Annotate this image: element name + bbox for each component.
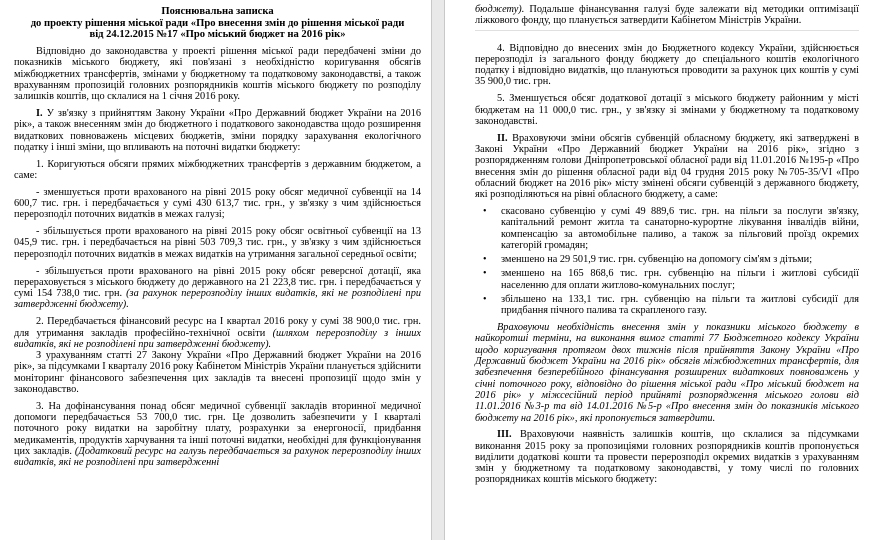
section-3-number: ІІІ. [497, 429, 512, 441]
item-4-paragraph: 4. Відповідно до внесених змін до Бюджетного кодексу України, здійснюється перерозподіл із загального фонду бюджету до спеціального коштів екологічного податку і відповідно видатків, що плануються проводити за рахунок цих коштів у сумі 35 900,0 тис. грн. [475, 42, 859, 88]
item-2-paragraph [14, 316, 421, 350]
reverse-dotation-text: - збільшується проти врахованого на рівні 2015 року обсяг реверсної дотації, яка перераховується з міського бюджету до державного на 21 223,8 тис. грн. і передбачається у сумі 154 738,0 тис. грн. [14, 265, 421, 300]
dash-item-medical: - зменшується проти врахованого на рівні 2015 року обсяг медичної субвенції на 14 600,7 тис. грн. і передбачається у сумі 430 613,7 тис. грн., у зв'язку з чим здійснюється перерозподіл поточних видатків в межах галузі; [14, 186, 421, 221]
document-title [14, 6, 421, 41]
page-divider [475, 30, 859, 31]
section-2-number: ІІ. [497, 132, 508, 144]
bullet-icon: • [483, 268, 487, 280]
intro-paragraph: Відповідно до законодавства у проекті рішення міської ради передбачені зміни до показників міського бюджету, які пов'язані з необхідністю коригування обсягів міжбюджетних трансфертів, змінами у бюджетному та податковому законодавстві, а також врахуванням пропозицій головних розпорядників коштів міського бюджету по розподілу залишків коштів, що склалися на 1 січня 2016 року. [14, 46, 421, 103]
section-1-number: І. [36, 107, 43, 119]
list-item-text: скасовано субвенцію у сумі 49 889,6 тис. грн. на пільги за послуги зв'язку, капітальний ремонт житла та санаторно-курортне лікування інвалідів війни, компенсацію за автомобільне паливо, а також за пільговий проїзд окремих категорій громадян; [501, 205, 859, 251]
section-3-paragraph [475, 429, 859, 485]
list-item [475, 268, 859, 291]
section-2-text: Враховуючи зміни обсягів субвенцій обласному бюджету, які затверджені в Законі України «Про Державний бюджет України на 2016 рік», згідно з розпорядженням голови Дніпропетровської обласної ради від 11.01.2016 №195-р «Про внесення змін до рішення обласної ради від 04 грудня 2015 року №705-35/VI «Про обласний бюджет на 2016 рік» місту змінені обсяги субвенцій з державного бюджету, які розподіляються на рівні обласного бюджету, а саме: [475, 132, 859, 201]
title-line-2: до проекту рішення міської ради «Про внесення змін до рішення міської ради [30, 17, 405, 29]
bullet-icon: • [483, 205, 487, 217]
continuation-paragraph [475, 4, 859, 27]
list-item [475, 206, 859, 251]
title-line-3: від 24.12.2015 №17 «Про міський бюджет на 2016 рік» [89, 29, 346, 40]
document-page-right [444, 0, 869, 540]
item-2-continuation: З урахуванням статті 27 Закону України «Про Державний бюджет України на 2016 рік», за підсумками І кварталу 2016 року Кабінетом Міністрів України планується здійснити моніторинг фінансового забезпечення цих закладів та внесені пропозиції щодо змін у законодавство. [14, 350, 421, 396]
section-3-text: Враховуючи наявність залишків коштів, що склалися за підсумками виконання 2015 року за пропозиціями головних розпорядників коштів пропонується виділити додаткові кошти та провести перерозподіл окремих видатків з урахуванням змін у бюджетному та податковому законодавстві, у тому числі по головних розпорядниках коштів міського бюджету: [475, 429, 859, 486]
item-3-text: 3. На дофінансування понад обсяг медичної субвенції закладів вторинної медичної допомоги передбачається 53 700,0 тис. грн. Це дозволить забезпечити у І кварталі поточного року видатки на заробітну плату, розрахунки за енергоносії, придбання медикаментів, продуктів харчування та інші поточні видатки, необхідні для функціонування цих закладів. [14, 400, 421, 457]
continuation-text: Подальше фінансування галузі буде залежати від методики оптимізації ліжкового фонду, що планується затвердити Кабінетом Міністрів України. [475, 4, 859, 27]
list-item [475, 294, 859, 317]
reverse-dotation-note: (за рахунок перерозподілу інших видатків, які не розподілені при затвердженні бюджету). [14, 288, 421, 311]
item-2-text: 2. Передбачається фінансовий ресурс на І квартал 2016 року у сумі 38 900,0 тис. грн. для утримання закладів професійно-технічної освіти [14, 316, 421, 339]
subvention-list [475, 206, 859, 317]
list-item-text: зменшено на 29 501,9 тис. грн. субвенцію на допомогу сім'ям з дітьми; [501, 254, 813, 266]
bullet-icon: • [483, 254, 487, 266]
section-2-paragraph [475, 133, 859, 201]
dash-item-reverse-dotation [14, 266, 421, 311]
document-page-left [0, 0, 432, 540]
item-3-paragraph [14, 401, 421, 469]
item-5-paragraph: 5. Зменшується обсяг додаткової дотації з міського бюджету районним у місті бюджетам на 11 000,0 тис. грн., у зв'язку зі змінами у бюджетному та податковому законодавстві. [475, 93, 859, 127]
dash-item-education: - збільшується проти врахованого на рівні 2015 року обсяг освітньої субвенції на 13 045,9 тис. грн. і передбачається на рівні 503 709,3 тис. грн., у зв'язку з чим здійснюється перерозподіл поточних видатків в межах видатків на утримання загальної середньої освіти; [14, 226, 421, 260]
page-gap [432, 0, 444, 540]
continuation-note: бюджету). [475, 4, 525, 15]
italic-justification-paragraph: Враховуючи необхідність внесення змін у показники міського бюджету в найкоротші терміни, на виконання вимог статті 77 Бюджетного кодексу України щодо коригування протягом двох тижнів після прийняття Закону України «Про Державний бюджет України на 2016 рік» обсягів міжбюджетних трансфертів, для забезпечення безперебійного фінансування розширених видаткових повноважень у січні поточного року, відповідно до рішення міської ради «Про міський бюджет на 2016 рік» у міжсесійний період прийняті розпорядження міського голови від 11.01.2016 №3-р та від 14.01.2016 №5-р «Про внесення змін до показників міського бюджету на 2016 рік», які пропонується затвердити. [475, 322, 859, 424]
list-item [475, 254, 859, 265]
item-1-paragraph: 1. Коригуються обсяги прямих міжбюджетних трансфертів з державним бюджетом, а саме: [14, 158, 421, 181]
item-2-note: (шляхом перерозподілу з інших видатків, які не розподілені при затвердженні бюджету). [14, 327, 422, 350]
section-1-paragraph [14, 108, 421, 153]
title-line-1: Пояснювальна записка [161, 6, 274, 17]
item-3-note: (Додатковий ресурс на галузь передбачається за рахунок перерозподілу інших видатків, які не розподілені при затвердженні [14, 446, 421, 469]
list-item-text: зменшено на 165 868,6 тис. грн. субвенцію на пільги і житлові субсидії населенню для оплати житлово-комунальних послуг; [501, 268, 859, 291]
bullet-icon: • [483, 294, 487, 306]
list-item-text: збільшено на 133,1 тис. грн. субвенцію на пільги та житлові субсидії для придбання пічного палива та скрапленого газу. [501, 294, 859, 317]
section-1-text: У зв'язку з прийняттям Закону України «Про Державний бюджет України на 2016 рік», а також внесенням змін до бюджетного і податкового законодавства щодо розширення видаткових повноважень місцевих бюджетів, зміни порядку зарахування екологічного податку і інші зміни, що впливають на поточні видатки бюджету: [14, 107, 421, 153]
